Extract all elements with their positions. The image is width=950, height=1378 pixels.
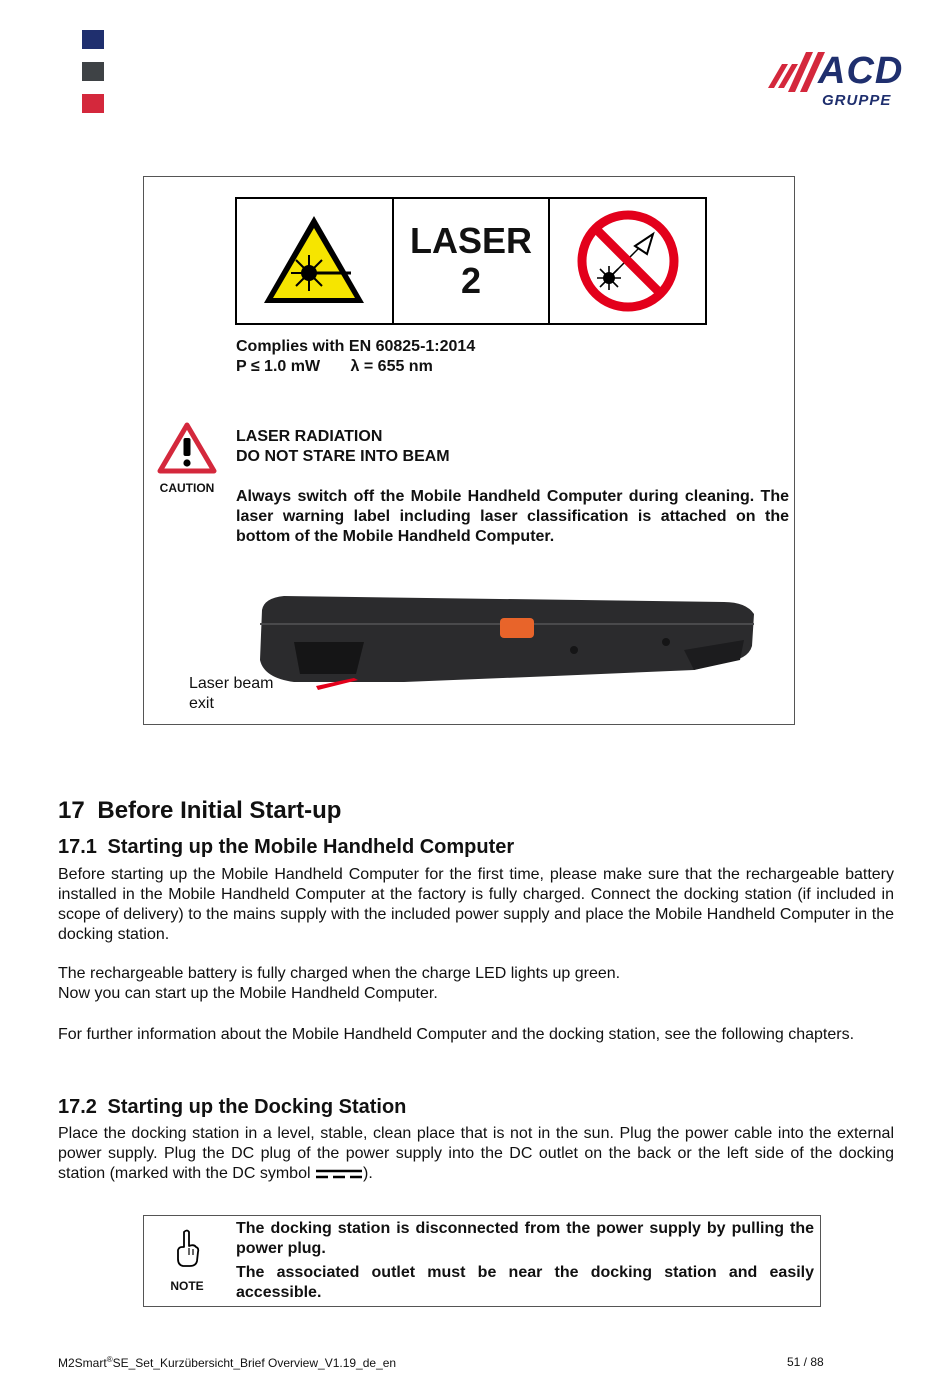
- pointing-hand-icon: [174, 1228, 200, 1268]
- section-17-heading: [58, 797, 341, 825]
- laser-warning-line1: LASER RADIATION: [236, 428, 383, 445]
- section-17-1-title: Starting up the Mobile Handheld Computer: [107, 836, 515, 858]
- caution-label: CAUTION: [159, 481, 215, 495]
- acd-logo-text: ACD: [818, 50, 904, 92]
- section-17-1-para1: Before starting up the Mobile Handheld Computer for the first time, please make sure that the rechargeable battery installed in the Mobile Handheld Computer at the factory is fully charged. Connect the docking station (if included in scope of delivery) to the mains supply with the included power supply and place the Mobile Handheld Computer in the docking station.: [58, 866, 894, 943]
- note-label: NOTE: [170, 1279, 204, 1293]
- section-17-1-para3: For further information about the Mobile Handheld Computer and the docking station, see the following chapters.: [58, 1026, 855, 1043]
- footer-doc-name: [58, 1355, 396, 1370]
- laser-hazard-icon: [259, 211, 369, 311]
- no-stare-prohibition-icon: [573, 206, 683, 316]
- note-box: [143, 1215, 821, 1307]
- section-17-2-para1-text: Place the docking station in a level, stable, clean place that is not in the sun. Plug the power cable into the external power supply. Plug the DC plug of the power supply into the DC outlet on the back or the left side of the docking station (marked with the DC symbol: [58, 1125, 894, 1182]
- section-17-2-title: Starting up the Docking Station: [107, 1096, 407, 1118]
- note-marker: [144, 1228, 230, 1293]
- footer-doc-name-sup: ®: [106, 1355, 113, 1364]
- laser-class-title: LASER: [410, 220, 533, 261]
- laser-beam-exit-label: [189, 674, 274, 714]
- laser-beam-exit-line2: exit: [189, 695, 214, 712]
- laser-class-number: 2: [460, 260, 482, 301]
- dc-symbol-icon: [315, 1168, 363, 1180]
- laser-power: P ≤ 1.0 mW: [236, 358, 321, 375]
- footer-page-number: 51 / 88: [787, 1355, 824, 1369]
- section-17-1-para2: [58, 964, 894, 1004]
- acd-logo: [766, 48, 918, 110]
- laser-power-line: [236, 357, 475, 377]
- footer-doc-name-post: SE_Set_Kurzübersicht_Brief Overview_V1.19_de_en: [112, 1356, 397, 1370]
- acd-logo-subtext: GRUPPE: [822, 92, 892, 109]
- brand-square-navy: [82, 30, 104, 49]
- laser-warning-box: [143, 176, 795, 725]
- note-line1: The docking station is disconnected from the power supply by pulling the power plug.: [236, 1220, 814, 1257]
- caution-icon: [157, 422, 217, 474]
- section-17-2-number: 17.2: [58, 1096, 97, 1118]
- brand-square-dark: [82, 62, 104, 81]
- section-17-1-heading: [58, 836, 514, 859]
- section-17-1-para2-line2: Now you can start up the Mobile Handheld Computer.: [58, 985, 438, 1002]
- laser-hazard-cell: [237, 199, 394, 323]
- brand-square-red: [82, 94, 104, 113]
- laser-spec: [236, 337, 475, 377]
- section-17-number: 17: [58, 797, 85, 824]
- laser-wavelength: λ = 655 nm: [350, 358, 433, 375]
- section-17-2-heading: [58, 1096, 406, 1119]
- section-17-1-number: 17.1: [58, 836, 97, 858]
- laser-cleaning-note: Always switch off the Mobile Handheld Computer during cleaning. The laser warning label including laser classification is attached on the bottom of the Mobile Handheld Computer.: [236, 488, 789, 545]
- note-line2: The associated outlet must be near the docking station and easily accessible.: [236, 1264, 814, 1301]
- laser-compliance: Complies with EN 60825-1:2014: [236, 338, 476, 355]
- section-17-2-para1-end: ).: [362, 1165, 373, 1182]
- caution-marker: [156, 422, 218, 495]
- laser-class-table: [235, 197, 707, 325]
- laser-beam-exit-line1: Laser beam: [189, 675, 274, 692]
- laser-warning-line2: DO NOT STARE INTO BEAM: [236, 448, 450, 465]
- no-stare-cell: [550, 199, 705, 323]
- section-17-1-para2-line1: The rechargeable battery is fully charged when the charge LED lights up green.: [58, 965, 621, 982]
- laser-warning-text: [236, 427, 450, 467]
- footer-doc-name-pre: M2Smart: [58, 1356, 107, 1370]
- handheld-device-image: [254, 590, 764, 690]
- section-17-2-para1: [58, 1124, 894, 1184]
- section-17-title: Before Initial Start-up: [97, 797, 342, 824]
- laser-class-cell: [394, 199, 551, 323]
